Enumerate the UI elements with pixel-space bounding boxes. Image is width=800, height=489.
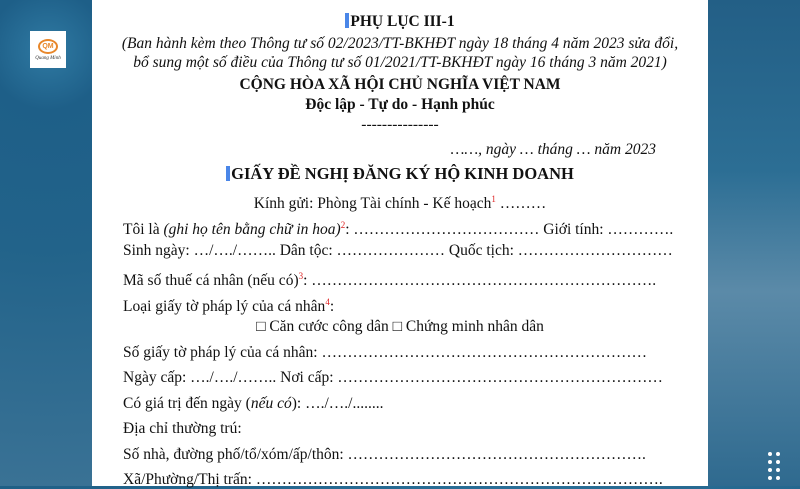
- date-line: ……, ngày … tháng … năm 2023: [450, 141, 656, 158]
- recipient-line: Kính gửi: Phòng Tài chính - Kế hoạch$^1$ ………: [253, 194, 547, 213]
- document-page: [92, 0, 708, 486]
- tax-field[interactable]: Mã số thuế cá nhân (nếu có)$^3$: ………………………………………………………….: [123, 271, 657, 290]
- ward-field[interactable]: Xã/Phường/Thị trấn: …………………………………………………………………….: [123, 471, 663, 488]
- id-type-label: Loại giấy tờ pháp lý của cá nhân$^4$:: [123, 297, 335, 316]
- name-field[interactable]: Tôi là (ghi họ tên bằng chữ in hoa)$^2$: ……………………………… Giới tính: ………….: [123, 220, 674, 239]
- id-number-field[interactable]: Số giấy tờ pháp lý của cá nhân: ………………………………………………………: [123, 344, 647, 361]
- bookmark-icon: [345, 13, 349, 28]
- company-logo: [30, 31, 66, 68]
- divider: ---------------: [361, 116, 439, 133]
- address-label: Địa chỉ thường trú:: [123, 420, 242, 437]
- background-left: [0, 0, 92, 486]
- issued-line-2: bổ sung một số điều của Thông tư số 01/2021/TT-BKHĐT ngày 16 tháng 3 năm 2021): [133, 54, 667, 71]
- issued-line-1: (Ban hành kèm theo Thông tư số 02/2023/TT-BKHĐT ngày 18 tháng 4 năm 2023 sửa đổi,: [121, 35, 679, 52]
- id-type-options[interactable]: □ Căn cước công dân □ Chứng minh nhân dân: [256, 318, 544, 335]
- birth-field[interactable]: Sinh ngày: …/…./…….. Dân tộc: ………………… Quốc tịch: …………………………: [123, 242, 673, 259]
- bookmark-icon: [226, 166, 230, 181]
- motto: Độc lập - Tự do - Hạnh phúc: [305, 96, 495, 113]
- issue-field[interactable]: Ngày cấp: …./…./…….. Nơi cấp: ………………………………………………………: [123, 369, 663, 386]
- form-title: GIẤY ĐỀ NGHỊ ĐĂNG KÝ HỘ KINH DOANH: [92, 165, 708, 183]
- logo-mark: QM: [38, 39, 58, 54]
- dots-menu-icon[interactable]: [768, 452, 780, 480]
- appendix-heading: PHỤ LỤC III-1: [92, 13, 708, 31]
- nation-heading: CỘNG HÒA XÃ HỘI CHỦ NGHĨA VIỆT NAM: [239, 76, 561, 93]
- logo-name: Quang Minh: [35, 55, 61, 61]
- background-right: [708, 0, 800, 486]
- street-field[interactable]: Số nhà, đường phố/tổ/xóm/ấp/thôn: ………………………………………………….: [123, 446, 646, 463]
- valid-until-field[interactable]: Có giá trị đến ngày (nếu có): …./…./........: [123, 395, 384, 412]
